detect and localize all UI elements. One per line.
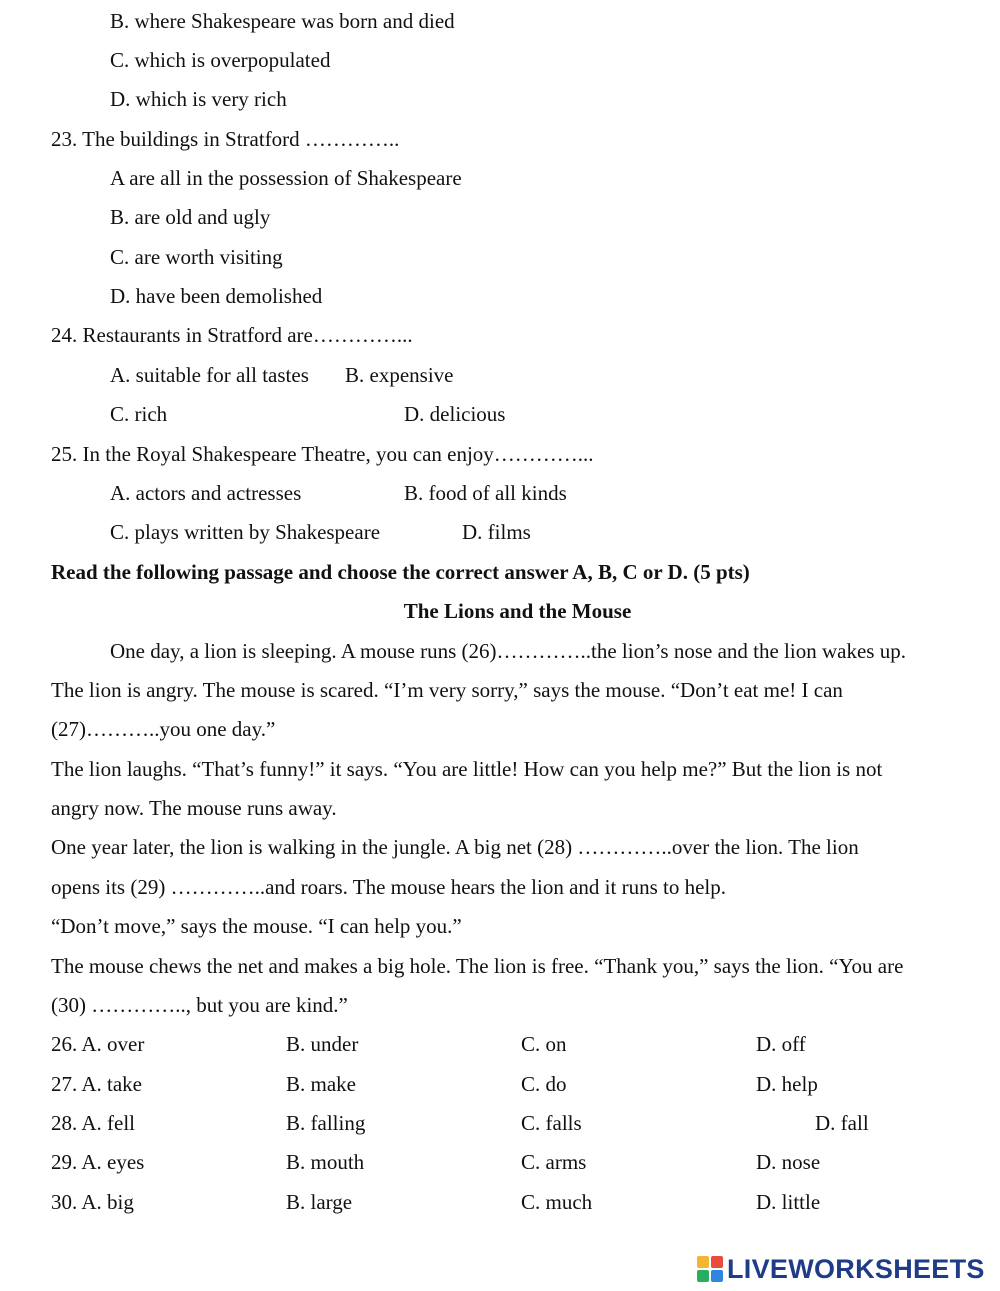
answer-option: 29. A. eyes (51, 1150, 145, 1174)
answer-option: C. on (521, 1032, 567, 1056)
passage-line: “Don’t move,” says the mouse. “I can help you.” (51, 914, 462, 938)
q23-option-a: A are all in the possession of Shakespeare (110, 166, 462, 190)
logo-square (711, 1270, 723, 1282)
passage-title: The Lions and the Mouse (403, 599, 632, 623)
q24-option-b: B. expensive (345, 363, 454, 387)
answer-option: D. help (756, 1072, 818, 1096)
q24-stem: 24. Restaurants in Stratford are…………... (51, 323, 413, 347)
answer-option: C. do (521, 1072, 567, 1096)
q23-option-c: C. are worth visiting (110, 245, 283, 269)
answer-option: B. mouth (286, 1150, 365, 1174)
q25-option-b: B. food of all kinds (404, 481, 567, 505)
answer-option: 26. A. over (51, 1032, 145, 1056)
answer-option: D. off (756, 1032, 806, 1056)
logo-square (711, 1256, 723, 1268)
passage-line: The lion laughs. “That’s funny!” it says. “You are little! How can you help me?” But the lion is not (51, 757, 883, 781)
answer-option: 28. A. fell (51, 1111, 135, 1135)
passage-line: (30) ………….., but you are kind.” (51, 993, 348, 1017)
answer-option: C. arms (521, 1150, 587, 1174)
answer-option: B. large (286, 1190, 353, 1214)
passage-line: The mouse chews the net and makes a big hole. The lion is free. “Thank you,” says the lion. “You are (51, 954, 904, 978)
q23-stem: 23. The buildings in Stratford ………….. (51, 127, 400, 151)
q24-option-c: C. rich (110, 402, 168, 426)
q24-option-d: D. delicious (404, 402, 506, 426)
passage-line: angry now. The mouse runs away. (51, 796, 337, 820)
q22-option-d: D. which is very rich (110, 87, 287, 111)
answer-option: B. make (286, 1072, 356, 1096)
passage-line: opens its (29) …………..and roars. The mouse hears the lion and it runs to help. (51, 875, 726, 899)
q23-option-b: B. are old and ugly (110, 205, 271, 229)
answer-option: B. under (286, 1032, 359, 1056)
logo-square (697, 1270, 709, 1282)
answer-option: D. nose (756, 1150, 821, 1174)
answer-option: C. much (521, 1190, 593, 1214)
answer-option: 30. A. big (51, 1190, 134, 1214)
answer-option: 27. A. take (51, 1072, 142, 1096)
liveworksheets-logo (697, 1252, 985, 1286)
q25-stem: 25. In the Royal Shakespeare Theatre, you can enjoy…………... (51, 442, 594, 466)
answer-option: C. falls (521, 1111, 582, 1135)
logo-text: LIVEWORKSHEETS (727, 1253, 985, 1284)
logo-square (697, 1256, 709, 1268)
passage-line: The lion is angry. The mouse is scared. “I’m very sorry,” says the mouse. “Don’t eat me! I can (51, 678, 843, 702)
answer-option: D. little (756, 1190, 821, 1214)
q22-option-c: C. which is overpopulated (110, 48, 331, 72)
passage-line: (27)………..you one day.” (51, 717, 276, 741)
q22-option-b: B. where Shakespeare was born and died (110, 9, 455, 33)
answer-option: D. fall (815, 1111, 869, 1135)
section-instruction: Read the following passage and choose the correct answer A, B, C or D. (5 pts) (51, 560, 750, 584)
q23-option-d: D. have been demolished (110, 284, 323, 308)
answer-option: B. falling (286, 1111, 366, 1135)
q25-option-a: A. actors and actresses (110, 481, 302, 505)
passage-line: One day, a lion is sleeping. A mouse runs (26)…………..the lion’s nose and the lion wakes up. (110, 639, 906, 663)
q24-option-a: A. suitable for all tastes (110, 363, 309, 387)
q25-option-c: C. plays written by Shakespeare (110, 520, 381, 544)
logo-squares-icon (697, 1256, 723, 1282)
passage-line: One year later, the lion is walking in the jungle. A big net (28) …………..over the lion. The lion (51, 835, 859, 859)
q25-option-d: D. films (462, 520, 531, 544)
